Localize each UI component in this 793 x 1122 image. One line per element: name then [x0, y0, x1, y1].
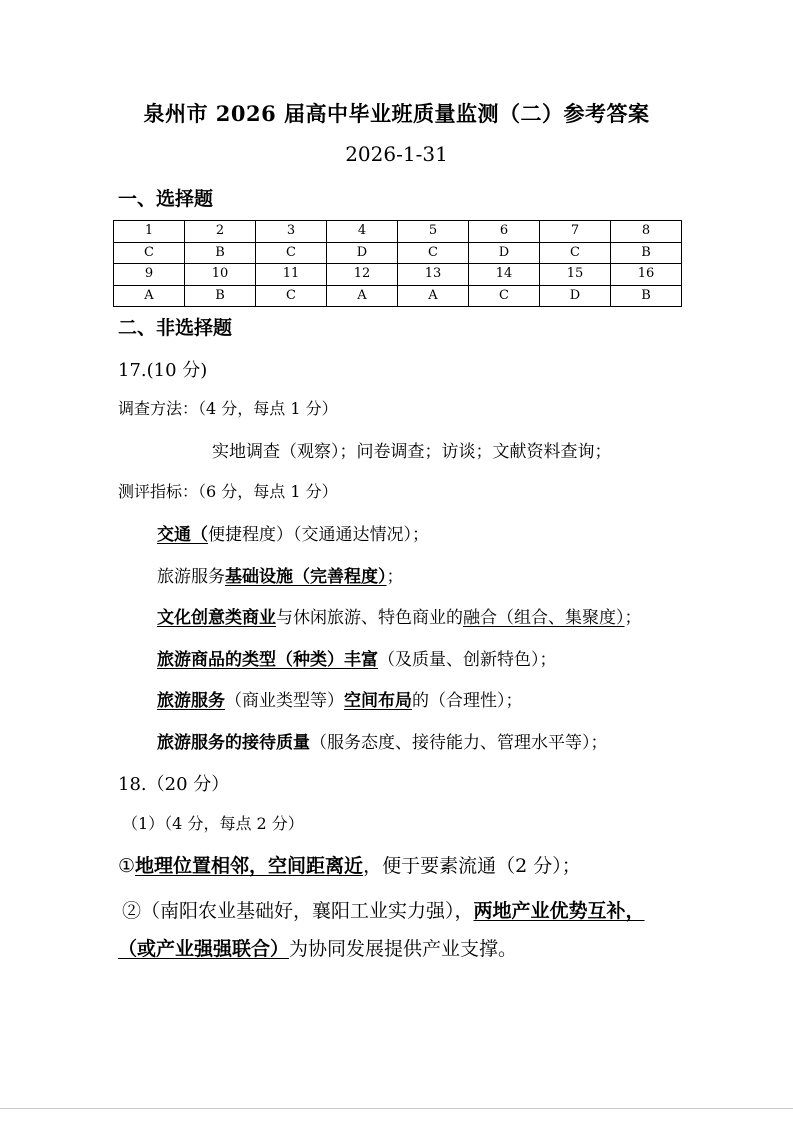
table-cell: B [611, 285, 682, 307]
table-cell: B [185, 242, 256, 264]
table-cell: 13 [398, 264, 469, 286]
question-17-title: 17.(10 分) [118, 360, 208, 381]
table-cell: 6 [469, 221, 540, 243]
table-cell: C [256, 285, 327, 307]
key-point: （或产业强强联合） [118, 938, 290, 960]
item-text: 为协同发展提供产业支撑。 [289, 938, 518, 960]
table-cell: 9 [114, 264, 185, 286]
table-cell: A [114, 285, 185, 307]
table-cell: 10 [185, 264, 256, 286]
page-date: 2026-1-31 [345, 142, 448, 166]
table-cell: C [398, 242, 469, 264]
key-point: 融合（组合、集聚度） [463, 608, 625, 628]
q18-part1-label: （1）（4 分，每点 2 分） [122, 814, 304, 833]
table-cell: C [540, 242, 611, 264]
table-row [114, 285, 682, 307]
q17-index-item-6 [157, 728, 608, 753]
page-title: 泉州市 2026 届高中毕业班质量监测（二）参考答案 [143, 101, 650, 126]
item-text: ，便于要素流通（2 分）； [363, 855, 581, 877]
table-cell: 3 [256, 221, 327, 243]
table-cell: D [540, 285, 611, 307]
table-cell: 1 [114, 221, 185, 243]
choice-answer-table [113, 220, 682, 307]
table-cell: 8 [611, 221, 682, 243]
question-18-title: 18.（20 分） [118, 774, 230, 795]
item-text: 旅游服务 [157, 567, 225, 587]
item-text: （服务态度、接待能力、管理水平等）； [310, 733, 608, 753]
table-cell: 16 [611, 264, 682, 286]
table-cell: C [256, 242, 327, 264]
q17-index-item-3 [157, 603, 642, 628]
item-text: （商业类型等） [225, 691, 344, 711]
q17-method-label: 调查方法：（4 分，每点 1 分） [118, 399, 338, 418]
table-cell: A [327, 285, 398, 307]
section-heading-choice: 一、选择题 [118, 188, 214, 210]
table-cell: 4 [327, 221, 398, 243]
item-text: 与休闲旅游、特色商业的 [276, 608, 463, 628]
item-marker: ① [118, 855, 136, 877]
q17-index-label: 测评指标：（6 分，每点 1 分） [118, 482, 338, 501]
table-cell: 15 [540, 264, 611, 286]
table-cell: 5 [398, 221, 469, 243]
table-cell: D [469, 242, 540, 264]
q17-index-item-4 [157, 645, 557, 670]
q17-method-answer: 实地调查（观察）；问卷调查；访谈；文献资料查询； [212, 442, 612, 462]
key-point: 空间布局 [344, 691, 412, 711]
q18-answer-point-1 [118, 851, 581, 878]
item-text: 的（合理性）； [412, 691, 523, 711]
item-text: （及质量、创新特色）； [378, 650, 557, 670]
table-cell: C [114, 242, 185, 264]
key-point: 旅游服务的接待质量 [157, 733, 310, 753]
key-point: 旅游商品的类型（种类）丰富 [157, 650, 378, 670]
table-cell: B [611, 242, 682, 264]
table-cell: 7 [540, 221, 611, 243]
q18-answer-point-2-cont [118, 934, 517, 961]
key-point: 旅游服务 [157, 691, 225, 711]
table-row [114, 264, 682, 286]
table-cell: A [398, 285, 469, 307]
item-text: ； [386, 567, 404, 587]
table-cell: C [469, 285, 540, 307]
item-text: ； [624, 608, 642, 628]
table-cell: 12 [327, 264, 398, 286]
item-text: ②（南阳农业基础好，襄阳工业实力强）， [122, 900, 474, 922]
key-point: 交通（ [157, 525, 208, 545]
table-row [114, 221, 682, 243]
table-cell: 11 [256, 264, 327, 286]
item-text: 便捷程度）（交通通达情况）； [208, 525, 429, 545]
key-point: 两地产业优势互补， [473, 900, 645, 922]
q17-index-item-5 [157, 686, 523, 711]
key-point: 基础设施（完善程度） [225, 567, 387, 587]
table-cell: 14 [469, 264, 540, 286]
q18-answer-point-2 [122, 896, 645, 923]
table-cell: D [327, 242, 398, 264]
table-row [114, 242, 682, 264]
table-cell: B [185, 285, 256, 307]
table-cell: 2 [185, 221, 256, 243]
q17-index-item-2 [157, 562, 404, 587]
key-point: 地理位置相邻，空间距离近 [135, 855, 364, 877]
key-point: 文化创意类商业 [157, 608, 276, 628]
page-bottom-rule [0, 1108, 793, 1109]
section-heading-nonchoice: 二、非选择题 [118, 317, 233, 339]
q17-index-item-1 [157, 520, 429, 545]
